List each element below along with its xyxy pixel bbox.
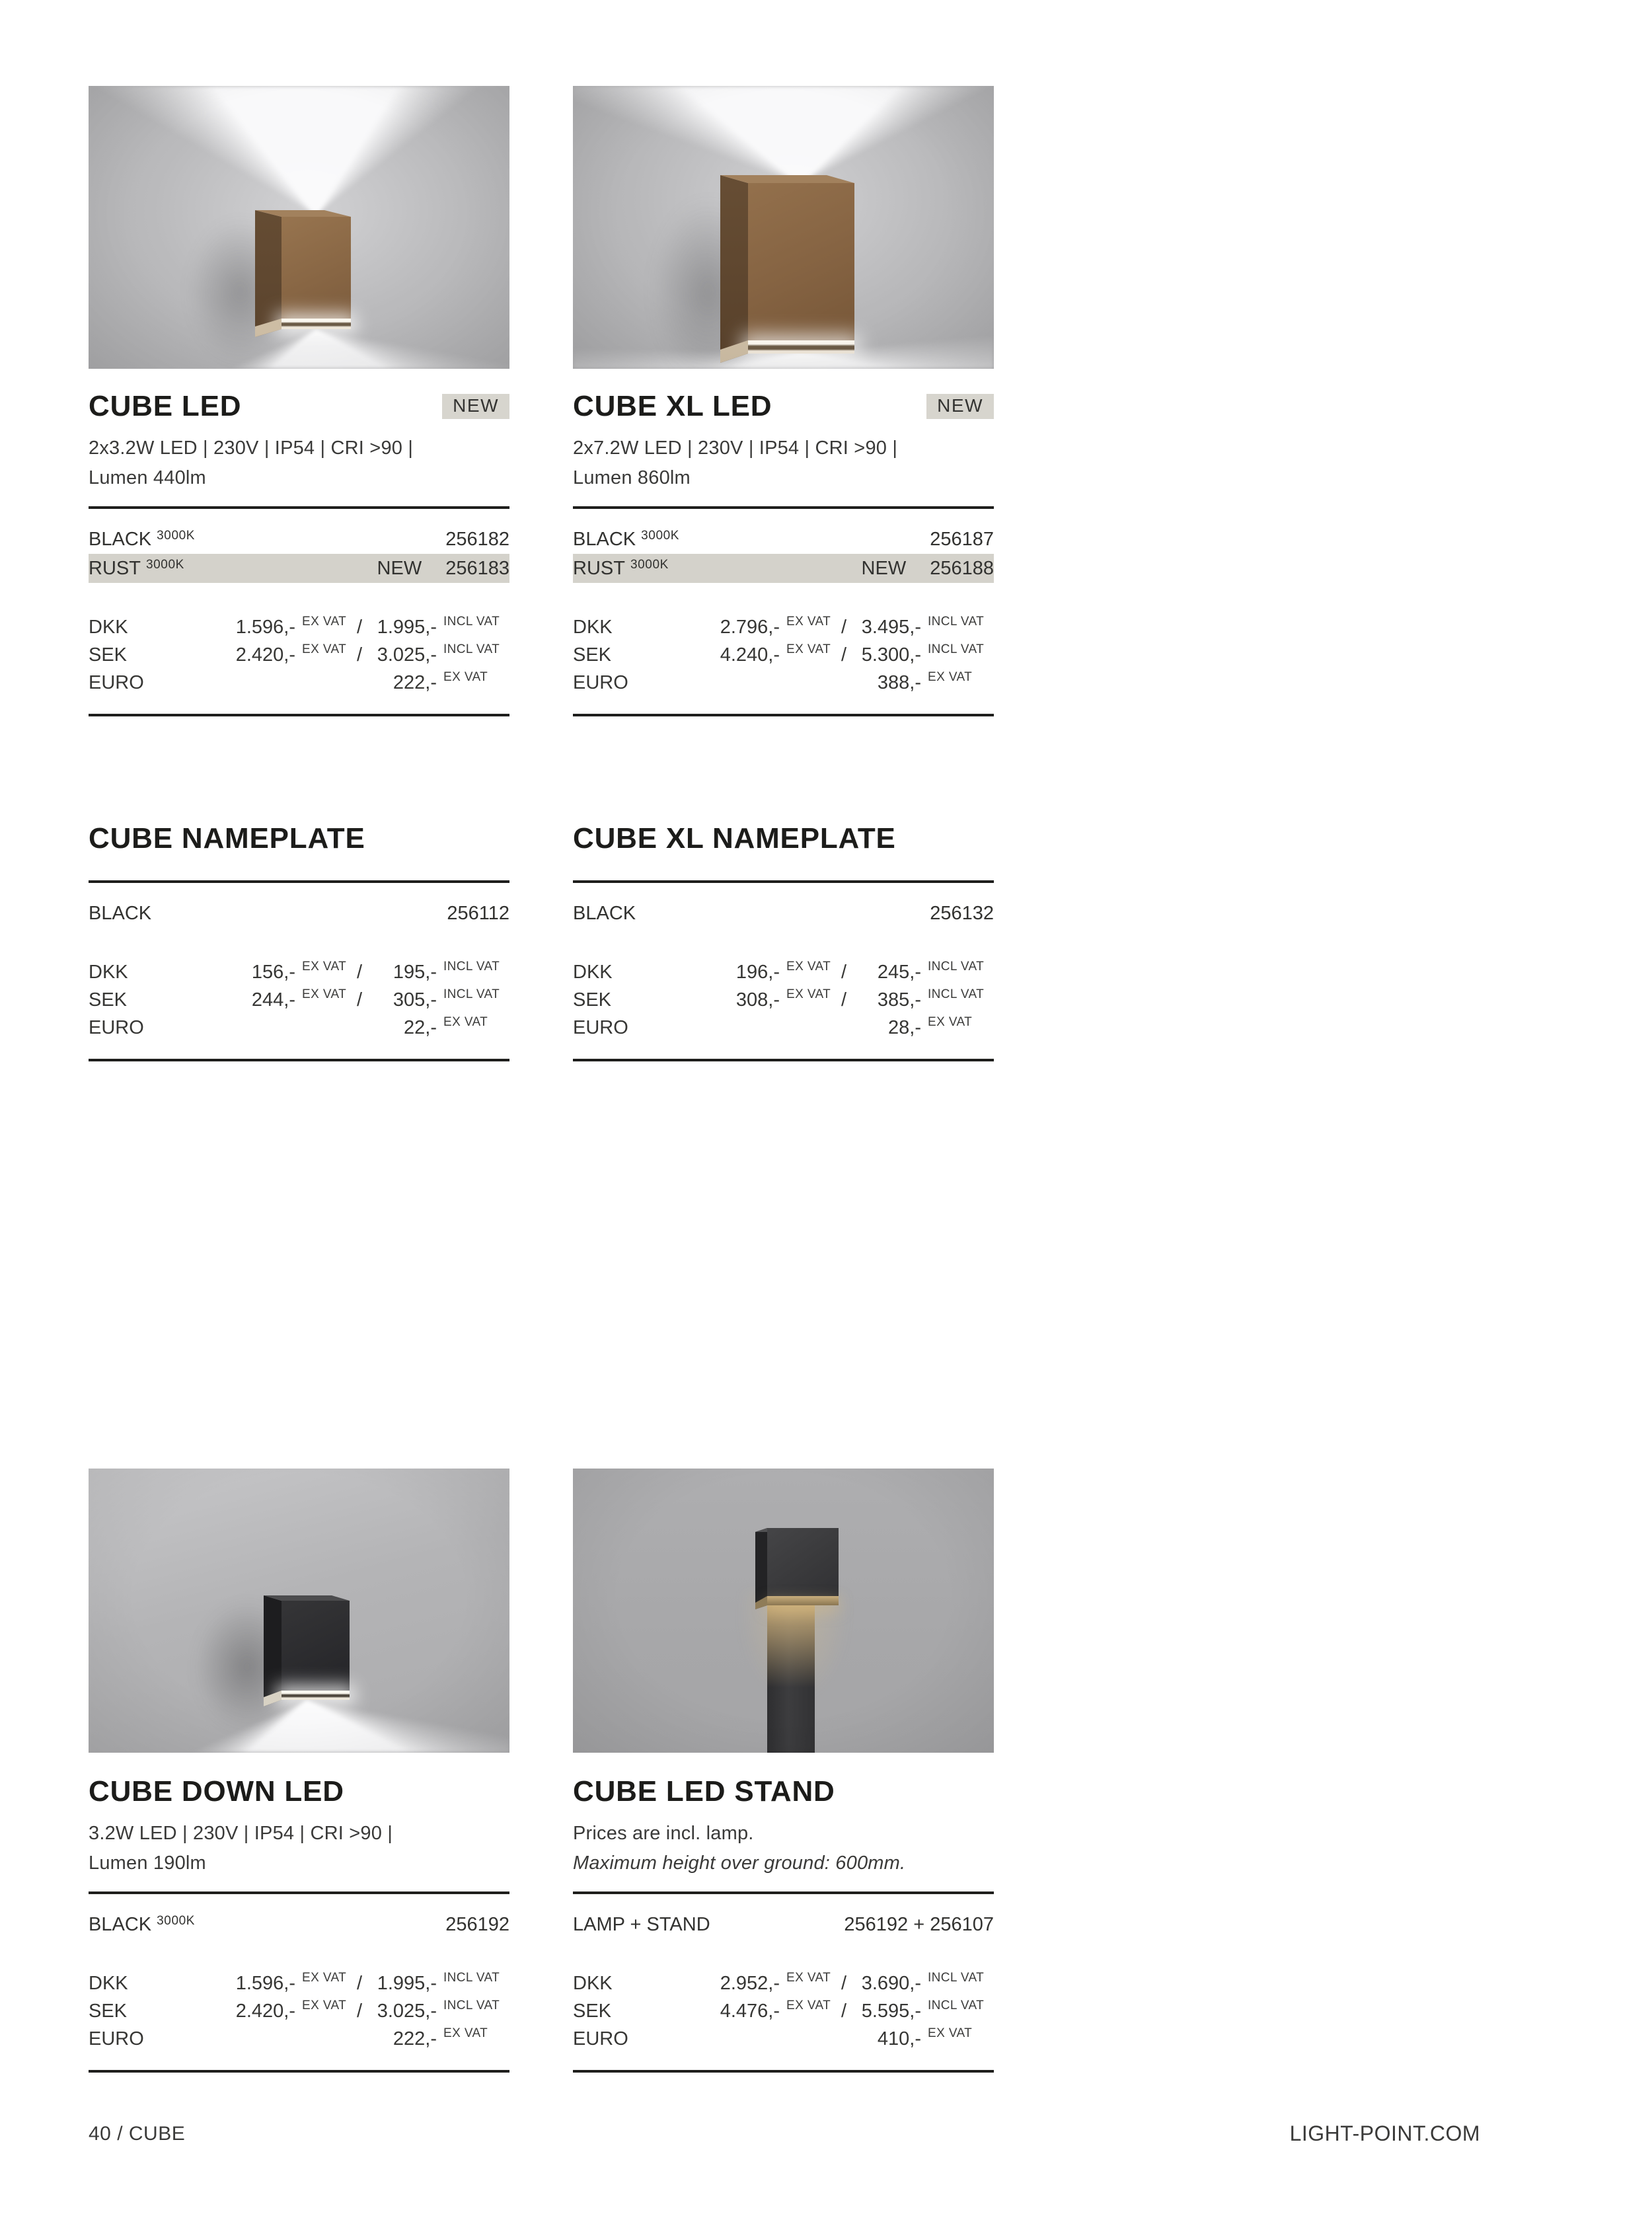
divider — [573, 714, 994, 716]
variant-name: BLACK — [89, 1914, 152, 1935]
currency-label: DKK — [89, 617, 128, 638]
price-incl-vat: 245,- — [877, 962, 921, 983]
product-title: CUBE LED — [89, 390, 242, 422]
variant-kelvin: 3000K — [630, 558, 669, 572]
divider — [573, 1059, 994, 1061]
variant-number: 256187 — [930, 529, 994, 550]
variant-name: BLACK — [573, 903, 636, 924]
price-ex-vat — [155, 669, 295, 697]
variant-number: 256182 — [445, 529, 509, 550]
price-incl-vat: 1.995,- — [377, 1973, 437, 1994]
spec-block — [89, 434, 509, 493]
slash — [835, 1014, 852, 1042]
currency-label: EURO — [573, 672, 628, 693]
currency-label: EURO — [89, 672, 144, 693]
product-title: CUBE DOWN LED — [89, 1775, 344, 1808]
price-table — [573, 613, 994, 697]
slash: / — [841, 2001, 847, 2022]
variant-row-highlighted — [573, 554, 994, 583]
photo-vignette — [573, 86, 994, 369]
price-row — [573, 1014, 994, 1042]
price-table — [573, 1969, 994, 2053]
incl-vat-label: EX VAT — [443, 2026, 488, 2040]
slash — [351, 1014, 368, 1042]
price-ex-vat: 4.476,- — [720, 2001, 780, 2022]
price-ex-vat: 2.420,- — [235, 644, 295, 666]
section-cube-xl-led — [573, 391, 994, 716]
incl-vat-label: EX VAT — [443, 1015, 488, 1029]
variant-name: BLACK — [89, 529, 152, 550]
variant-row — [573, 1910, 994, 1939]
product-photo-cube-down-led — [89, 1469, 509, 1753]
product-title: CUBE XL NAMEPLATE — [573, 822, 896, 855]
spec-line-italic: Maximum height over ground: 600mm. — [573, 1853, 906, 1874]
currency-label: DKK — [89, 1973, 128, 1994]
incl-vat-label: INCL VAT — [443, 615, 500, 629]
ex-vat-label — [780, 1009, 835, 1036]
slash: / — [841, 962, 847, 983]
price-ex-vat: 1.596,- — [235, 617, 295, 638]
product-title: CUBE XL LED — [573, 390, 772, 422]
price-row — [89, 669, 509, 697]
price-incl-vat: 222,- — [393, 672, 437, 693]
price-ex-vat: 196,- — [735, 962, 780, 983]
price-ex-vat: 2.952,- — [720, 1973, 780, 1994]
photo-vignette — [573, 1469, 994, 1753]
price-incl-vat: 5.300,- — [861, 644, 921, 666]
price-incl-vat: 385,- — [877, 989, 921, 1011]
spec-block — [573, 1819, 994, 1878]
currency-label: EURO — [573, 1017, 628, 1038]
incl-vat-label: EX VAT — [928, 670, 973, 684]
currency-label: DKK — [89, 962, 128, 983]
price-ex-vat — [155, 2025, 295, 2053]
variant-new-flag: NEW — [861, 558, 907, 579]
price-table — [89, 958, 509, 1042]
spec-line: Lumen 860lm — [573, 467, 691, 488]
page-number: 40 / CUBE — [89, 2123, 186, 2145]
price-ex-vat: 244,- — [251, 989, 295, 1011]
product-title: CUBE LED STAND — [573, 1775, 835, 1808]
variant-table — [89, 1894, 509, 1939]
price-row — [573, 2025, 994, 2053]
price-ex-vat — [639, 669, 780, 697]
variant-row — [573, 899, 994, 928]
price-incl-vat: 305,- — [393, 989, 437, 1011]
variant-number: 256188 — [930, 558, 994, 579]
price-incl-vat: 28,- — [888, 1017, 921, 1038]
incl-vat-label: INCL VAT — [928, 615, 985, 629]
variant-kelvin: 3000K — [641, 529, 680, 543]
price-ex-vat: 1.596,- — [235, 1973, 295, 1994]
ex-vat-label: EX VAT — [786, 987, 831, 1001]
price-ex-vat — [639, 1014, 780, 1042]
section-cube-led-stand — [573, 1777, 994, 2073]
variant-name: RUST — [89, 558, 141, 579]
slash — [351, 2025, 368, 2053]
photo-vignette — [89, 1469, 509, 1753]
currency-label: EURO — [89, 1017, 144, 1038]
incl-vat-label: INCL VAT — [443, 960, 500, 974]
currency-label: SEK — [573, 989, 612, 1011]
price-ex-vat: 4.240,- — [720, 644, 780, 666]
price-incl-vat: 5.595,- — [861, 2001, 921, 2022]
slash: / — [356, 962, 363, 983]
incl-vat-label: INCL VAT — [928, 960, 985, 974]
section-cube-down-led — [89, 1777, 509, 2073]
price-incl-vat: 410,- — [877, 2028, 921, 2049]
price-row — [573, 669, 994, 697]
new-badge: NEW — [926, 394, 994, 419]
incl-vat-label: EX VAT — [928, 1015, 973, 1029]
slash — [835, 669, 852, 697]
price-incl-vat: 222,- — [393, 2028, 437, 2049]
currency-label: EURO — [89, 2028, 144, 2049]
price-ex-vat: 156,- — [251, 962, 295, 983]
currency-label: DKK — [573, 617, 613, 638]
variant-kelvin: 3000K — [157, 1914, 196, 1928]
slash: / — [841, 1973, 847, 1994]
spec-line: Lumen 440lm — [89, 467, 206, 488]
variant-table — [573, 509, 994, 583]
variant-kelvin: 3000K — [145, 558, 184, 572]
variant-number: 256183 — [445, 558, 509, 579]
variant-table — [573, 1894, 994, 1939]
currency-label: SEK — [573, 644, 612, 666]
price-incl-vat: 388,- — [877, 672, 921, 693]
incl-vat-label: INCL VAT — [928, 1971, 985, 1985]
variant-table — [89, 883, 509, 928]
price-ex-vat: 2.420,- — [235, 2001, 295, 2022]
variant-number: 256192 — [445, 1914, 509, 1935]
price-incl-vat: 3.025,- — [377, 644, 437, 666]
ex-vat-label — [295, 1009, 351, 1036]
ex-vat-label: EX VAT — [786, 960, 831, 974]
slash — [835, 2025, 852, 2053]
photo-vignette — [89, 86, 509, 369]
variant-number: 256132 — [930, 903, 994, 924]
variant-row — [89, 899, 509, 928]
section-cube-xl-nameplate — [573, 823, 994, 1061]
variant-name: RUST — [573, 558, 625, 579]
spec-line: 2x3.2W LED | 230V | IP54 | CRI >90 | — [89, 438, 414, 459]
ex-vat-label — [780, 2020, 835, 2047]
price-ex-vat: 308,- — [735, 989, 780, 1011]
incl-vat-label: INCL VAT — [443, 1971, 500, 1985]
variant-table — [89, 509, 509, 583]
variant-name: BLACK — [89, 903, 152, 924]
product-photo-cube-led-stand — [573, 1469, 994, 1753]
divider — [89, 2070, 509, 2073]
ex-vat-label — [295, 664, 351, 691]
price-row — [89, 2025, 509, 2053]
spec-line: 2x7.2W LED | 230V | IP54 | CRI >90 | — [573, 438, 898, 459]
ex-vat-label: EX VAT — [786, 1971, 831, 1985]
section-cube-led — [89, 391, 509, 716]
slash: / — [841, 644, 847, 666]
ex-vat-label: EX VAT — [302, 642, 347, 656]
incl-vat-label: INCL VAT — [928, 987, 985, 1001]
spec-block — [89, 1819, 509, 1878]
spec-line: Prices are incl. lamp. — [573, 1823, 754, 1844]
variant-row-highlighted — [89, 554, 509, 583]
price-table — [89, 1969, 509, 2053]
ex-vat-label: EX VAT — [302, 960, 347, 974]
ex-vat-label: EX VAT — [786, 1999, 831, 2012]
price-ex-vat — [155, 1014, 295, 1042]
variant-number: 256112 — [447, 903, 509, 924]
incl-vat-label: INCL VAT — [443, 642, 500, 656]
price-incl-vat: 195,- — [393, 962, 437, 983]
price-incl-vat: 1.995,- — [377, 617, 437, 638]
incl-vat-label: INCL VAT — [443, 987, 500, 1001]
new-badge: NEW — [442, 394, 509, 419]
slash: / — [356, 617, 363, 638]
variant-name: LAMP + STAND — [573, 1914, 710, 1935]
slash: / — [841, 989, 847, 1011]
slash — [351, 669, 368, 697]
ex-vat-label — [780, 664, 835, 691]
currency-label: SEK — [89, 2001, 128, 2022]
product-title: CUBE NAMEPLATE — [89, 822, 365, 855]
divider — [89, 1059, 509, 1061]
price-incl-vat: 22,- — [404, 1017, 437, 1038]
price-table — [89, 613, 509, 697]
price-incl-vat: 3.025,- — [377, 2001, 437, 2022]
incl-vat-label: INCL VAT — [928, 642, 985, 656]
section-cube-nameplate — [89, 823, 509, 1061]
slash: / — [356, 1973, 363, 1994]
variant-row — [89, 1910, 509, 1939]
currency-label: SEK — [89, 989, 128, 1011]
currency-label: DKK — [573, 962, 613, 983]
ex-vat-label: EX VAT — [302, 987, 347, 1001]
ex-vat-label: EX VAT — [302, 1971, 347, 1985]
ex-vat-label: EX VAT — [786, 642, 831, 656]
spec-line: Lumen 190lm — [89, 1853, 206, 1874]
ex-vat-label: EX VAT — [786, 615, 831, 629]
product-photo-cube-led — [89, 86, 509, 369]
product-photo-cube-xl-led — [573, 86, 994, 369]
currency-label: SEK — [573, 2001, 612, 2022]
ex-vat-label — [295, 2020, 351, 2047]
currency-label: SEK — [89, 644, 128, 666]
incl-vat-label: EX VAT — [928, 2026, 973, 2040]
price-ex-vat — [639, 2025, 780, 2053]
incl-vat-label: INCL VAT — [928, 1999, 985, 2012]
price-ex-vat: 2.796,- — [720, 617, 780, 638]
slash: / — [841, 617, 847, 638]
incl-vat-label: INCL VAT — [443, 1999, 500, 2012]
divider — [89, 714, 509, 716]
ex-vat-label: EX VAT — [302, 615, 347, 629]
price-incl-vat: 3.690,- — [861, 1973, 921, 1994]
divider — [573, 2070, 994, 2073]
spec-block — [573, 434, 994, 493]
variant-table — [573, 883, 994, 928]
variant-row — [573, 525, 994, 554]
ex-vat-label: EX VAT — [302, 1999, 347, 2012]
spec-line: 3.2W LED | 230V | IP54 | CRI >90 | — [89, 1823, 393, 1844]
price-incl-vat: 3.495,- — [861, 617, 921, 638]
slash: / — [356, 989, 363, 1011]
variant-kelvin: 3000K — [157, 529, 196, 543]
variant-number: 256192 + 256107 — [844, 1914, 994, 1935]
currency-label: EURO — [573, 2028, 628, 2049]
currency-label: DKK — [573, 1973, 613, 1994]
slash: / — [356, 644, 363, 666]
variant-row — [89, 525, 509, 554]
variant-name: BLACK — [573, 529, 636, 550]
price-row — [89, 1014, 509, 1042]
price-table — [573, 958, 994, 1042]
incl-vat-label: EX VAT — [443, 670, 488, 684]
slash: / — [356, 2001, 363, 2022]
website-url: LIGHT-POINT.COM — [1289, 2121, 1480, 2145]
variant-new-flag: NEW — [377, 558, 422, 579]
